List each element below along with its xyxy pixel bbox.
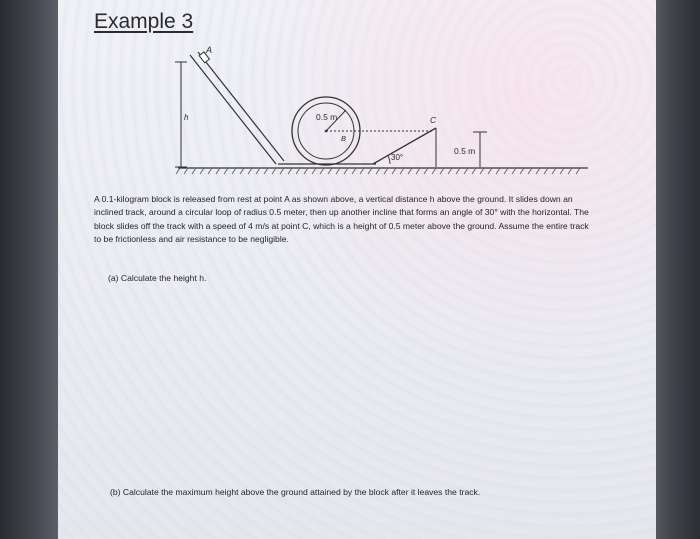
ground-hatching: [176, 168, 580, 174]
label-point-c: C: [430, 115, 437, 125]
second-incline: [373, 128, 436, 164]
label-point-a: A: [206, 45, 213, 55]
label-height-h: h: [184, 113, 189, 122]
label-radius: 0.5 m: [316, 112, 338, 122]
label-point-b: B: [341, 134, 347, 143]
angle-arc: [388, 156, 390, 164]
incline-rail-lower: [198, 52, 284, 161]
track-diagram: [118, 40, 588, 190]
right-bezel: [656, 0, 700, 539]
page-title: Example 3: [94, 10, 194, 33]
label-c-height: 0.5 m: [454, 146, 476, 156]
problem-statement: A 0.1-kilogram block is released from rest at point A as shown above, a vertical distance h above the ground. It slides down an inclined track, around a circular loop of radius 0.5 meter, then up another incline that forms an angle of 30° with the horizontal. The block slides off the track with a speed of 4 m/s at point C, which is a height of 0.5 meter above the ground. Assume the entire track to be frictionless and air resistance to be negligible.: [94, 194, 589, 245]
document-page: [58, 0, 656, 539]
left-bezel: [0, 0, 58, 539]
incline-rail-upper: [190, 55, 276, 164]
question-part-b: (b) Calculate the maximum height above the ground attained by the block after it leaves the track.: [110, 487, 481, 497]
label-angle: 30°: [391, 153, 404, 162]
question-part-a: (a) Calculate the height h.: [108, 273, 207, 283]
